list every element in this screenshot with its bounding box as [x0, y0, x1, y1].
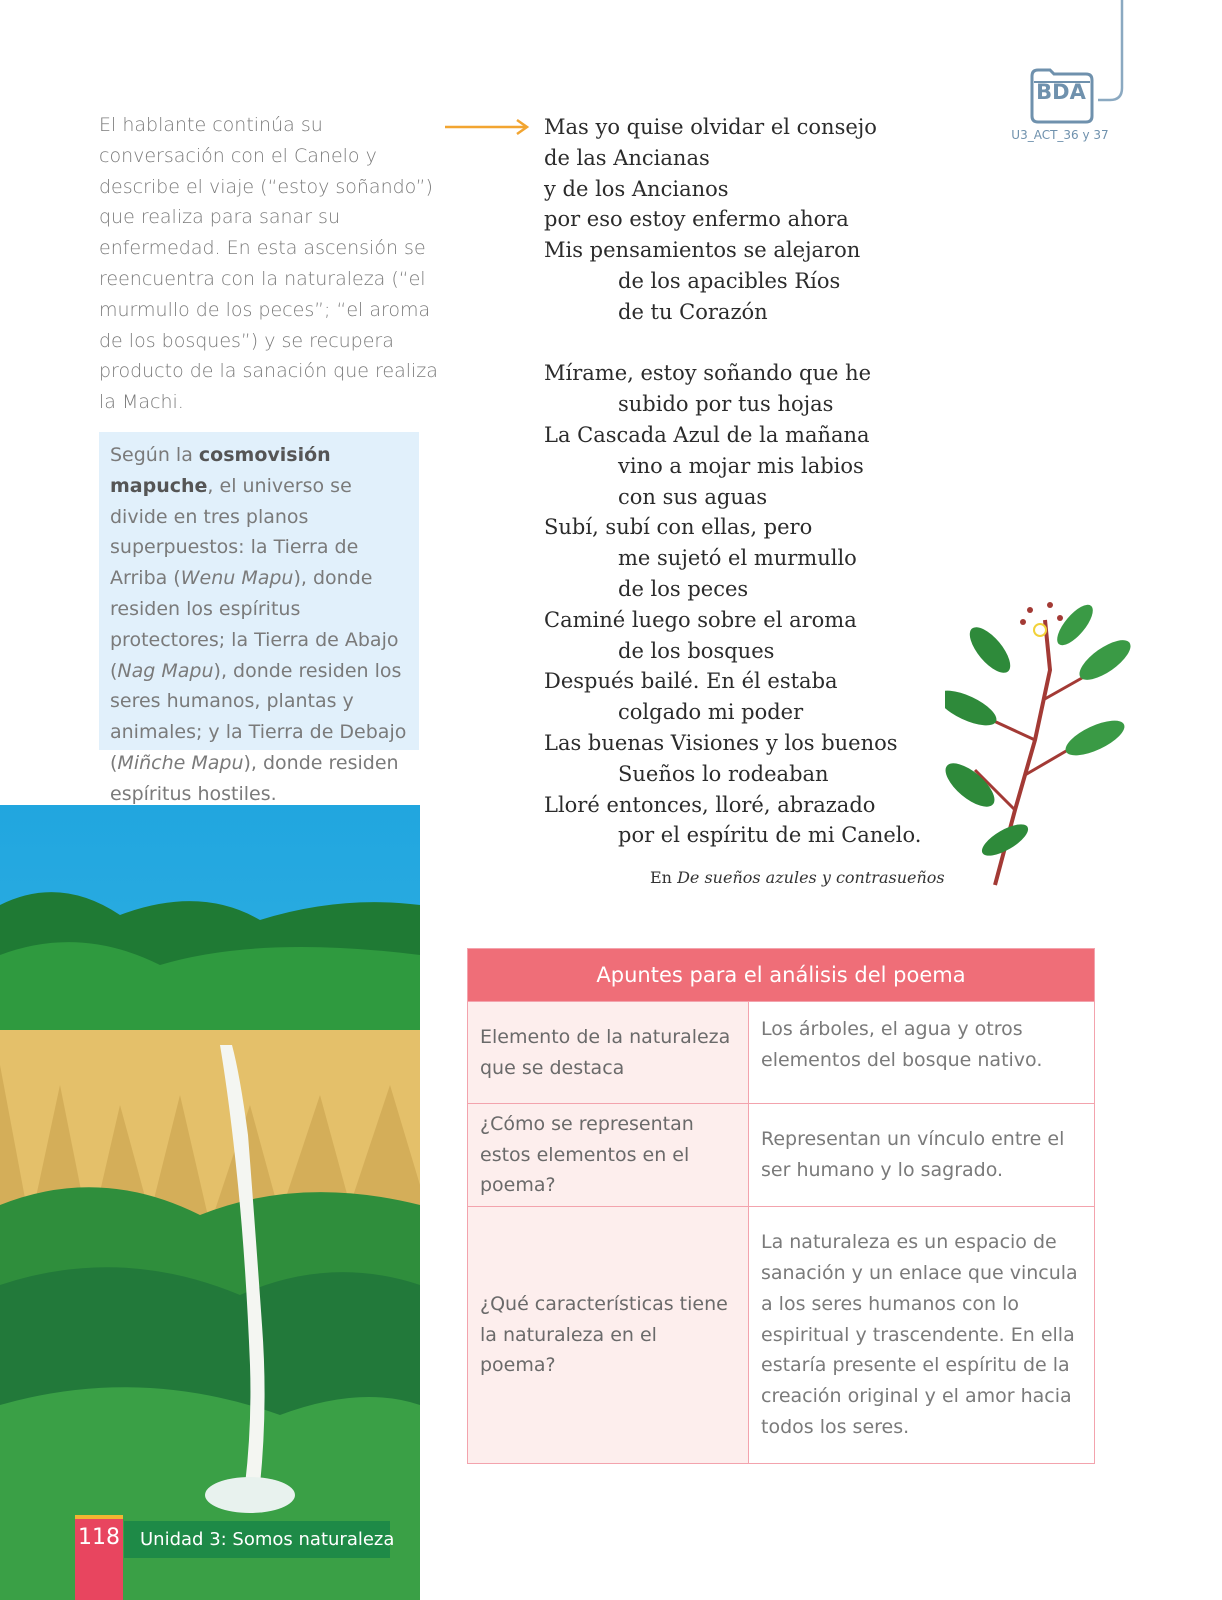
- source-title: De sueños azules y contrasueños: [677, 868, 945, 887]
- canelo-branch-illustration: [945, 590, 1135, 890]
- poem-line: Las buenas Visiones y los buenos: [544, 730, 898, 755]
- infobox-text-5: ), donde residen espíritus hostiles.: [110, 751, 399, 805]
- poem-line: Mírame, estoy soñando que he: [544, 361, 872, 386]
- poem-line: colgado mi poder: [618, 700, 804, 725]
- table-title: Apuntes para el análisis del poema: [468, 949, 1094, 1001]
- poem-line: de los bosques: [618, 638, 775, 663]
- stanza-break: [544, 328, 944, 359]
- table-answer: Representan un vínculo entre el ser humano y lo sagrado.: [761, 1128, 1065, 1181]
- poem-line: subido por tus hojas: [618, 392, 834, 417]
- infobox-term-minche-mapu: Miñche Mapu: [117, 751, 244, 774]
- table-answer: Los árboles, el agua y otros elementos del bosque nativo.: [761, 1018, 1043, 1071]
- poem-line: Caminé luego sobre el aroma: [544, 607, 857, 632]
- table-question: ¿Cómo se representan estos elementos en el poema?: [468, 1104, 749, 1206]
- table-row: [468, 1001, 1094, 1103]
- poem-line: de los peces: [618, 576, 749, 601]
- poem-line: Lloré entonces, lloré, abrazado: [544, 792, 876, 817]
- infobox-text-3: ), donde residen los espíritus protectores; la Tierra de Abajo (: [110, 567, 399, 682]
- poem-line: me sujetó el murmullo: [618, 546, 857, 571]
- cosmovision-infobox: [99, 432, 419, 805]
- bda-label[interactable]: BDA: [1036, 80, 1086, 104]
- activity-code: U3_ACT_36 y 37: [1011, 128, 1109, 142]
- table-answer: La naturaleza es un espacio de sanación y un enlace que vincula a los seres humanos con lo espiritual y trascendente. En ella estaría presente el espíritu de la creación original y el amor hacia todos los seres.: [761, 1231, 1078, 1438]
- page-number: [75, 1515, 123, 1600]
- poem-line: La Cascada Azul de la mañana: [544, 422, 870, 447]
- arrow-right-icon: [443, 117, 533, 137]
- poem: [544, 112, 944, 851]
- page-number-label: 118: [78, 1525, 120, 1550]
- poem-line: por eso estoy enfermo ahora: [544, 207, 849, 232]
- poem-line: Después bailé. En él estaba: [544, 669, 838, 694]
- poem-line: Mis pensamientos se alejaron: [544, 238, 861, 263]
- infobox-keyword: cosmovisión mapuche: [110, 444, 331, 497]
- poem-line: Sueños lo rodeaban: [618, 761, 829, 786]
- intro-paragraph: El hablante continúa su conversación con el Canelo y describe el viaje (“estoy soñando”) que realiza para sanar su enfermedad. En esta ascensión se reencuentra con la naturaleza (“el murmullo de los peces”; “el aroma de los bosques”) y se recupera producto de la sanación que realiza la Machi.: [99, 114, 438, 414]
- table-row: [468, 1206, 1094, 1463]
- source-prefix: En: [650, 868, 678, 887]
- table-question: ¿Qué características tiene la naturaleza en el poema?: [468, 1207, 749, 1463]
- infobox-text-2: , el universo se divide en tres planos superpuestos: la Tierra de Arriba (: [110, 474, 359, 590]
- table-row: [468, 1103, 1094, 1206]
- infobox-term-nag-mapu: Nag Mapu: [117, 659, 214, 682]
- poem-line: de los apacibles Ríos: [618, 268, 841, 293]
- poem-line: vino a mojar mis labios: [618, 453, 864, 478]
- infobox-text-1: Según la: [110, 444, 199, 466]
- analysis-table: [467, 948, 1095, 1464]
- unit-title: Unidad 3: Somos naturaleza: [124, 1521, 390, 1558]
- poem-line: Mas yo quise olvidar el consejo: [544, 115, 877, 139]
- poem-source: [650, 868, 945, 887]
- infobox-text-4: ), donde residen los seres humanos, plantas y animales; y la Tierra de Debajo (: [110, 659, 407, 774]
- poem-line: Subí, subí con ellas, pero: [544, 515, 813, 540]
- infobox-term-wenu-mapu: Wenu Mapu: [180, 567, 294, 590]
- poem-line: y de los Ancianos: [544, 176, 729, 201]
- poem-line: por el espíritu de mi Canelo.: [618, 823, 922, 848]
- poem-line: de tu Corazón: [618, 299, 768, 324]
- poem-line: con sus aguas: [618, 484, 768, 509]
- poem-line: de las Ancianas: [544, 145, 710, 170]
- table-question: Elemento de la naturaleza que se destaca: [468, 1002, 749, 1103]
- waterfall-illustration: [0, 805, 420, 1600]
